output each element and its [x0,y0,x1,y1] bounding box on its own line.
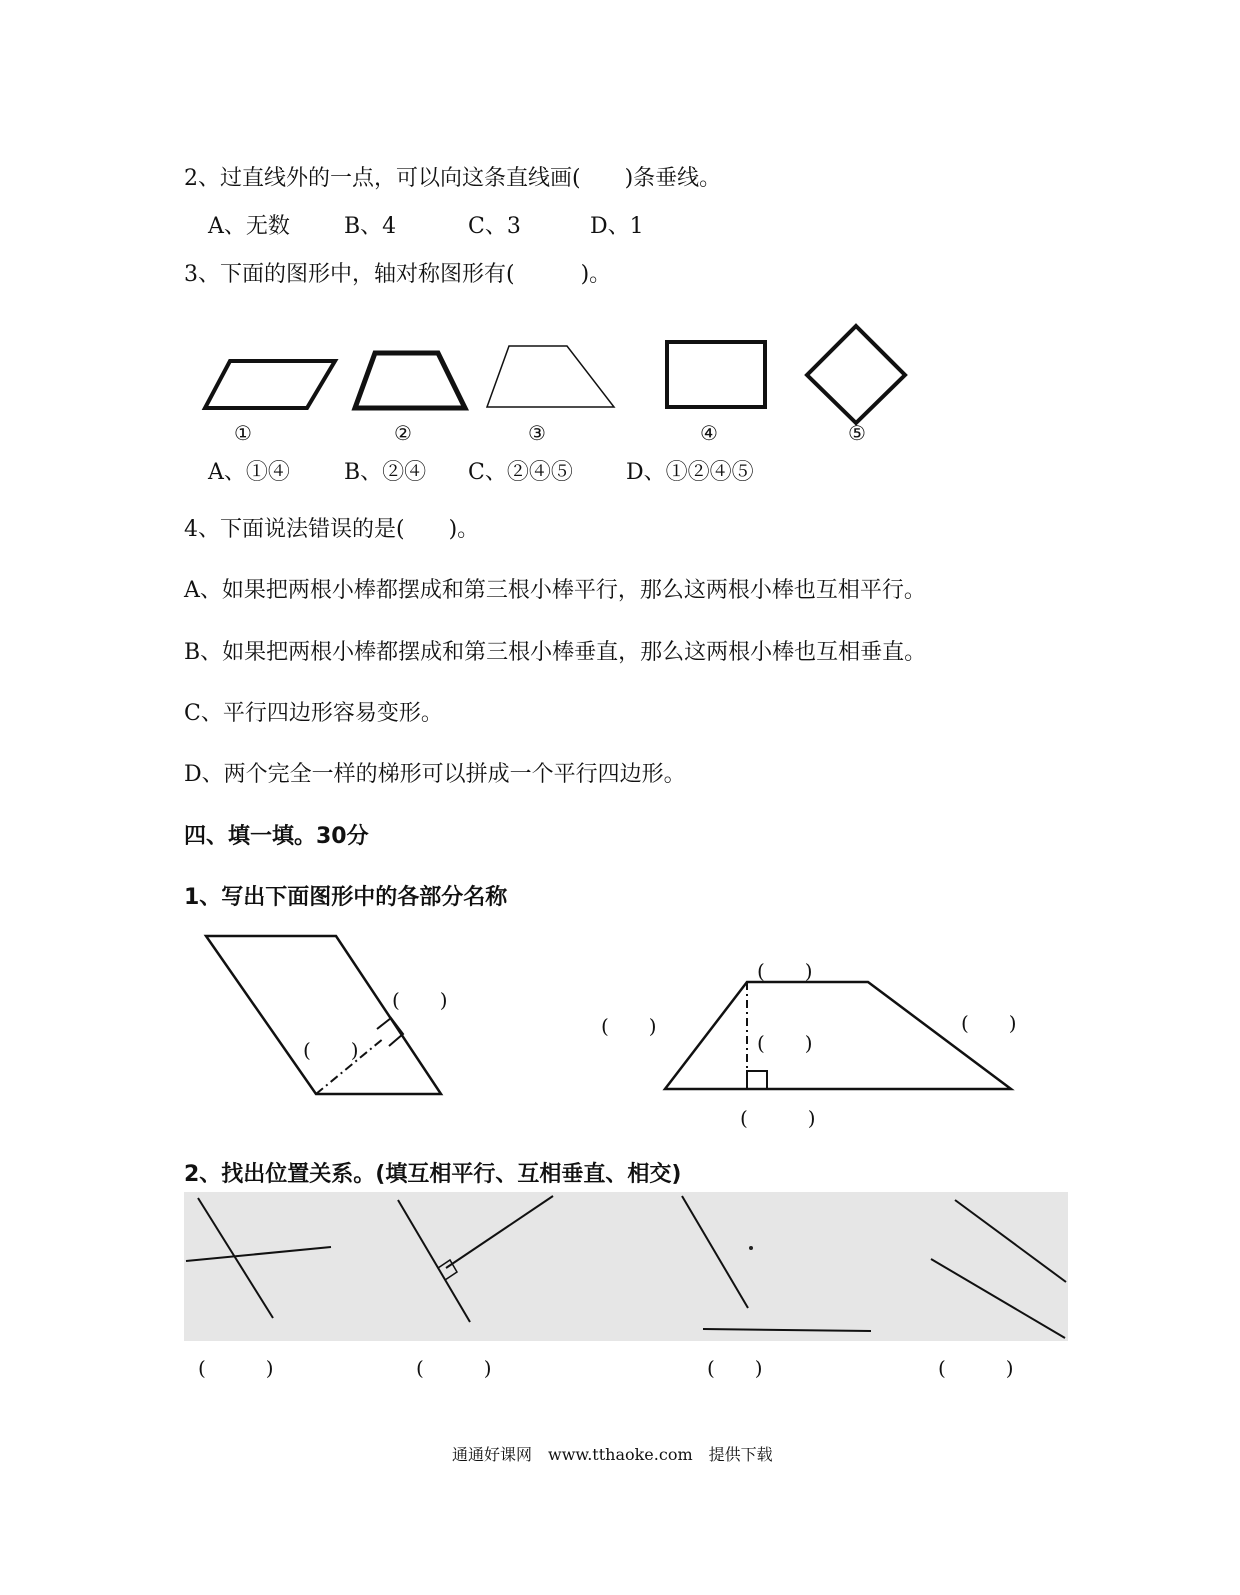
shape-4-rectangle [667,342,765,407]
shape-label-2: ② [394,421,412,445]
question-2-option-a: A、无数 [208,214,290,239]
shape-5-square [807,326,905,423]
question-4-option-c: C、平行四边形容易变形。 [184,701,443,726]
shape-label-5: ⑤ [848,421,866,445]
position-figures-band [184,1192,1068,1341]
parallelogram-side-blank: ( ) [392,988,448,1012]
section-4-question-1: 1、写出下面图形中的各部分名称 [184,885,508,910]
question-2-option-d: D、1 [590,214,644,239]
trapezoid-top-base-blank: ( ) [757,959,813,983]
question-3-option-b: B、②④ [344,460,427,485]
trapezoid-right-angle [747,1071,767,1089]
answer-blank-b: ( ) [416,1356,492,1380]
trapezoid-left-side-blank: ( ) [601,1014,657,1038]
question-2-stem: 2、过直线外的一点，可以向这条直线画( )条垂线。 [184,166,722,191]
shape-2-trapezoid [355,353,465,408]
trapezoid-bottom-base-blank: ( ) [740,1106,816,1130]
question-4-option-b: B、如果把两根小棒都摆成和第三根小棒垂直，那么这两根小棒也互相垂直。 [184,640,927,665]
parallelogram-figure [206,936,441,1094]
question-4-stem: 4、下面说法错误的是( )。 [184,517,480,542]
answer-blank-c: ( ) [707,1356,763,1380]
question-2-option-c: C、3 [468,214,521,239]
question-4-option-a: A、如果把两根小棒都摆成和第三根小棒平行，那么这两根小棒也互相平行。 [184,578,926,603]
question-3-option-d: D、①②④⑤ [626,460,754,485]
answer-blank-d: ( ) [938,1356,1014,1380]
shape-label-4: ④ [700,421,718,445]
question-3-option-a: A、①④ [208,460,290,485]
trapezoid-figure [665,982,1011,1089]
page-footer: 通通好课网 www.tthaoke.com 提供下载 [452,1445,773,1464]
answer-blank-a: ( ) [198,1356,274,1380]
question-2-option-b: B、4 [344,214,397,239]
shape-1-parallelogram [205,361,335,408]
shape-label-1: ① [234,421,252,445]
parallelogram-height-blank: ( ) [303,1038,359,1062]
question-3-stem: 3、下面的图形中，轴对称图形有( )。 [184,262,612,287]
section-4-question-2: 2、找出位置关系。(填互相平行、互相垂直、相交) [184,1162,682,1187]
section-4-heading: 四、填一填。30分 [184,824,369,849]
shape-3-trapezoid [487,346,614,407]
speck [749,1246,753,1250]
shape-label-3: ③ [528,421,546,445]
question-4-option-d: D、两个完全一样的梯形可以拼成一个平行四边形。 [184,762,686,787]
question-3-option-c: C、②④⑤ [468,460,573,485]
trapezoid-height-blank: ( ) [757,1031,813,1055]
trapezoid-right-side-blank: ( ) [961,1011,1017,1035]
